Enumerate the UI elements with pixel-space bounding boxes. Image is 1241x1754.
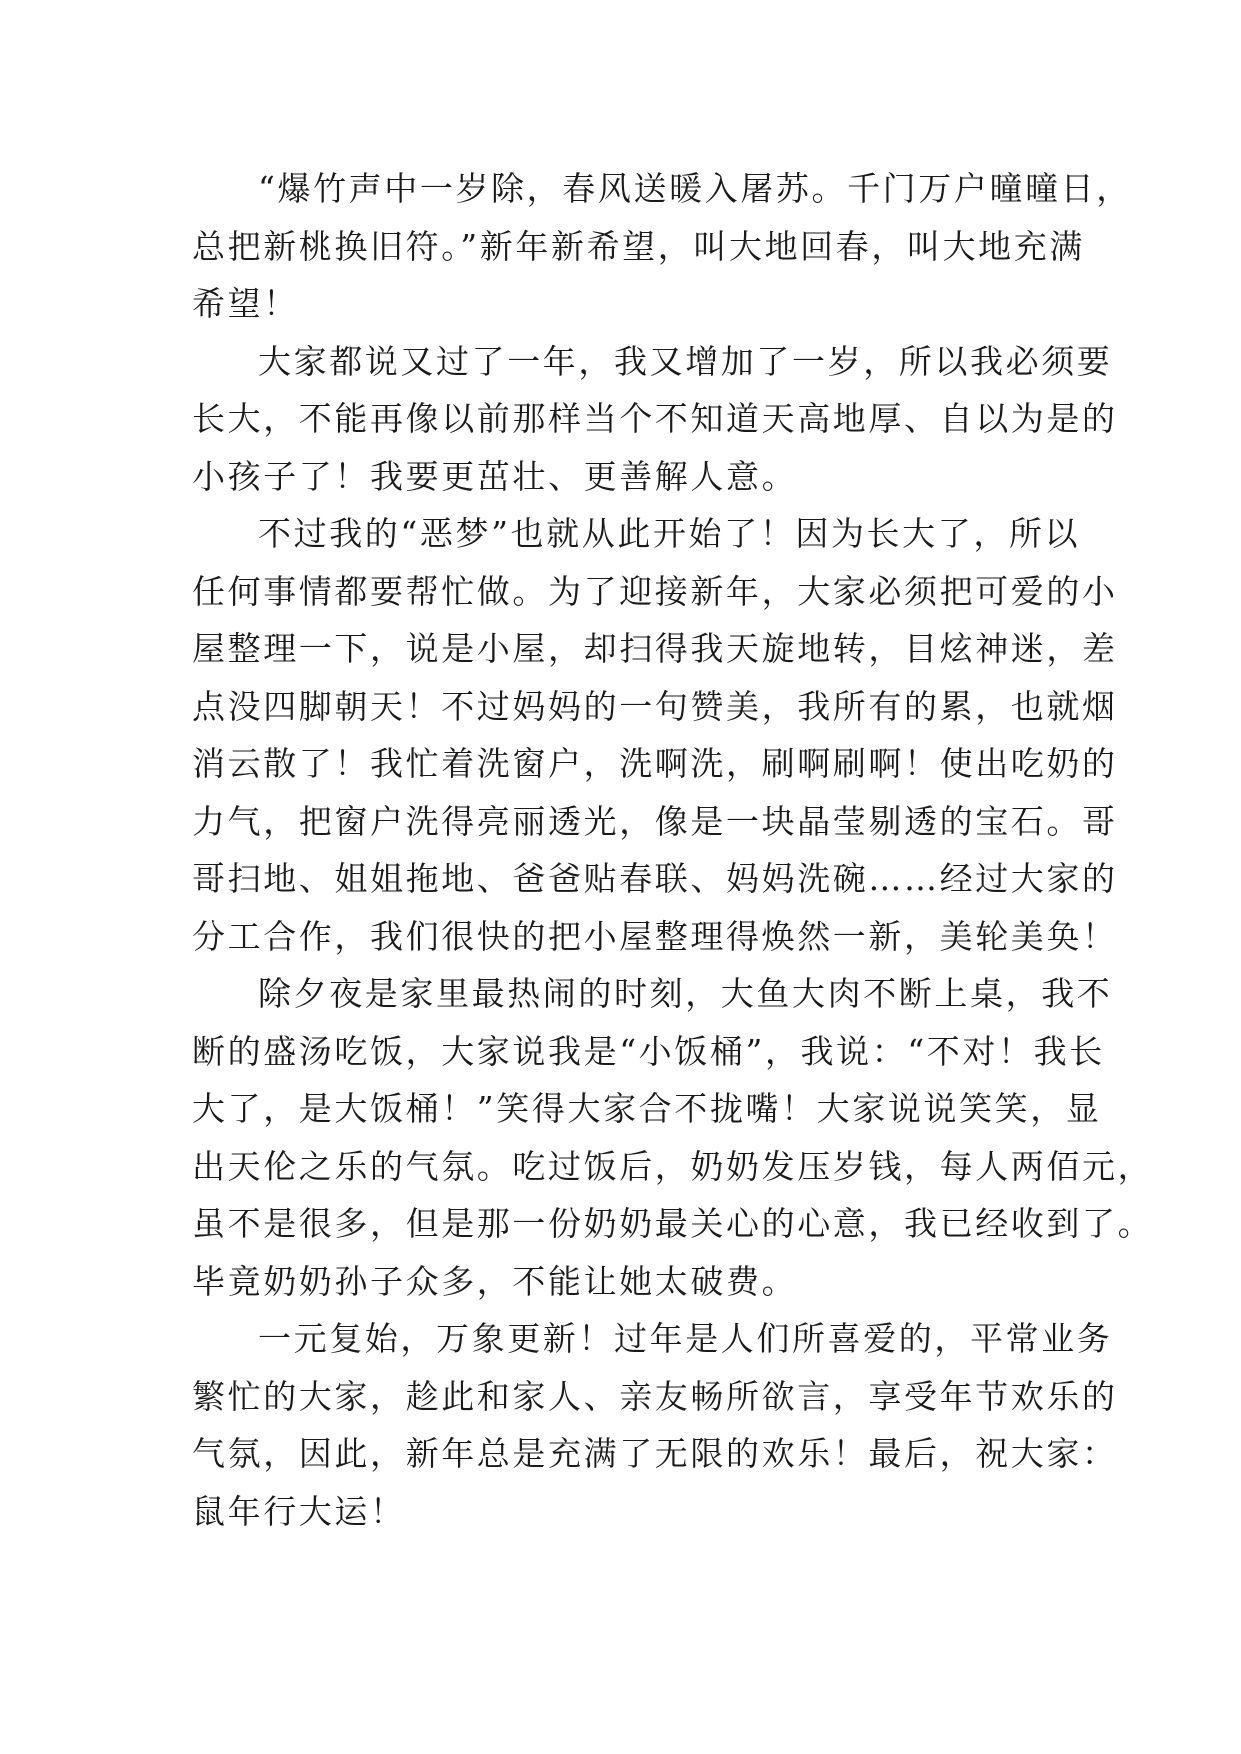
text-line: 大了，是大饭桶！”笑得大家合不拢嘴！大家说说笑笑，显 — [192, 1089, 1102, 1128]
paragraph-3 — [192, 505, 1118, 965]
text-line: 毕竟奶奶孙子众多，不能让她太破费。 — [192, 1261, 798, 1301]
text-line: 任何事情都要帮忙做。为了迎接新年，大家必须把可爱的小 — [192, 571, 1118, 611]
text-line: 气氛，因此，新年总是充满了无限的欢乐！最后，祝大家： — [192, 1434, 1118, 1473]
text-line: 出天伦之乐的气氛。吃过饭后，奶奶发压岁钱，每人两佰元， — [192, 1146, 1154, 1186]
paragraph-4 — [192, 965, 1154, 1310]
text-line: 长大，不能再像以前那样当个不知道天高地厚、自以为是的 — [192, 399, 1118, 438]
text-line: 鼠年行大运！ — [192, 1491, 406, 1531]
text-line: 分工合作，我们很快的把小屋整理得焕然一新，美轮美奂！ — [192, 916, 1118, 956]
text-line: 点没四脚朝天！不过妈妈的一句赞美，我所有的累，也就烟 — [192, 686, 1118, 726]
text-line: 哥扫地、姐姐拖地、爸爸贴春联、妈妈洗碗……经过大家的 — [192, 859, 1118, 898]
text-line: 除夕夜是家里最热闹的时刻，大鱼大肉不断上桌，我不 — [258, 974, 1113, 1013]
paragraph-5 — [192, 1310, 1118, 1540]
text-line: 不过我的“恶梦”也就从此开始了！因为长大了，所以 — [258, 514, 1081, 553]
paragraph-2 — [192, 333, 1118, 506]
text-line: 小孩子了！我要更茁壮、更善解人意。 — [192, 456, 798, 496]
text-line: 大家都说又过了一年，我又增加了一岁，所以我必须要 — [258, 341, 1113, 381]
text-line: “爆竹声中一岁除，春风送暖入屠苏。千门万户曈曈日， — [258, 169, 1132, 208]
paragraph-1 — [192, 160, 1132, 333]
text-line: 总把新桃换旧符。”新年新希望，叫大地回春，叫大地充满 — [192, 226, 1085, 266]
text-line: 希望！ — [192, 284, 299, 323]
text-line: 一元复始，万象更新！过年是人们所喜爱的，平常业务 — [258, 1319, 1113, 1358]
text-line: 消云散了！我忙着洗窗户，洗啊洗，刷啊刷啊！使出吃奶的 — [192, 744, 1118, 783]
text-line: 力气，把窗户洗得亮丽透光，像是一块晶莹剔透的宝石。哥 — [192, 801, 1118, 841]
text-line: 屋整理一下，说是小屋，却扫得我天旋地转，目炫神迷，差 — [192, 629, 1118, 668]
text-line: 繁忙的大家，趁此和家人、亲友畅所欲言，享受年节欢乐的 — [192, 1376, 1118, 1416]
text-line: 虽不是很多，但是那一份奶奶最关心的心意，我已经收到了。 — [192, 1204, 1154, 1243]
text-line: 断的盛汤吃饭，大家说我是“小饭桶”，我说：“不对！我长 — [192, 1031, 1105, 1071]
document-body — [192, 160, 1154, 1540]
